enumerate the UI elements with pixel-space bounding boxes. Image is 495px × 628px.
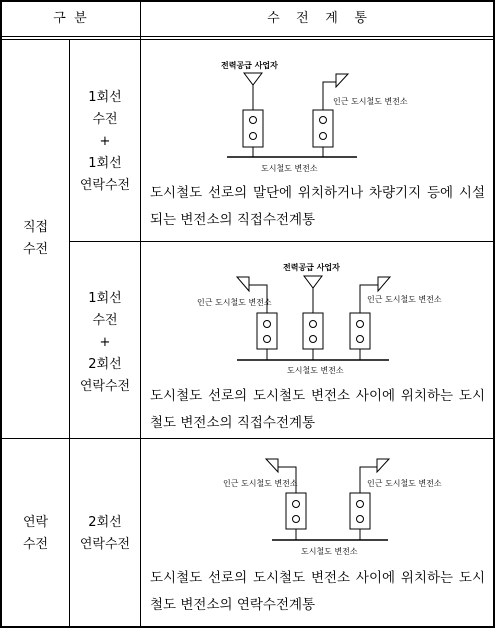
label-busbar: 도시철도 변전소 xyxy=(301,547,358,556)
breaker-box-3 xyxy=(350,313,370,349)
description-row-3: 도시철도 선로의 도시철도 변전소 사이에 위치하는 도시철도 변전소의 연락수전계통 xyxy=(150,570,485,613)
label-busbar: 도시철도 변전소 xyxy=(261,164,318,173)
description-row-1: 도시철도 선로의 말단에 위치하거나 차량기지 등에 시설되는 변전소의 직접수전계통 xyxy=(150,185,485,228)
supplier-triangle-icon xyxy=(304,276,322,288)
label-supplier: 전력공급 사업자 xyxy=(283,263,340,272)
header-system: 수 전 계 통 xyxy=(267,11,367,26)
breaker-box-left xyxy=(243,110,263,147)
breaker-box-right xyxy=(313,110,333,147)
diagram-row-2 xyxy=(141,242,493,382)
label-neighbor-left: 인근 도시철도 변전소 xyxy=(223,479,298,488)
neighbor-flag-icon xyxy=(336,74,348,87)
diagram-row-3 xyxy=(141,439,493,569)
breaker-box-2 xyxy=(303,313,323,349)
header-category: 구 분 xyxy=(53,11,87,26)
neighbor-flag-left-icon xyxy=(266,459,278,472)
label-neighbor-right: 인근 도시철도 변전소 xyxy=(367,295,442,304)
label-neighbor: 인근 도시철도 변전소 xyxy=(333,97,408,106)
breaker-box-left xyxy=(286,493,306,529)
category-link: 연락 수전 xyxy=(22,515,49,552)
subtype-row-3: 2회선 연락수전 xyxy=(79,515,131,552)
neighbor-flag-right-icon xyxy=(377,459,389,472)
breaker-box-right xyxy=(350,493,370,529)
label-neighbor-left: 인근 도시철도 변전소 xyxy=(197,298,272,307)
label-supplier: 전력공급 사업자 xyxy=(221,61,278,70)
neighbor-flag-right-icon xyxy=(378,277,390,291)
subtype-row-1: 1회선 수전 + 1회선 연락수전 xyxy=(79,90,131,193)
neighbor-flag-left-icon xyxy=(237,277,249,291)
subtype-row-2: 1회선 수전 + 2회선 연락수전 xyxy=(79,291,131,394)
category-direct: 직접 수전 xyxy=(22,220,49,257)
label-busbar: 도시철도 변전소 xyxy=(287,366,344,375)
description-row-2: 도시철도 선로의 도시철도 변전소 사이에 위치하는 도시철도 변전소의 직접수전계통 xyxy=(150,388,485,431)
label-neighbor-right: 인근 도시철도 변전소 xyxy=(367,479,442,488)
diagram-row-1 xyxy=(141,40,493,180)
breaker-box-1 xyxy=(257,313,277,349)
supplier-triangle-icon xyxy=(244,73,262,85)
